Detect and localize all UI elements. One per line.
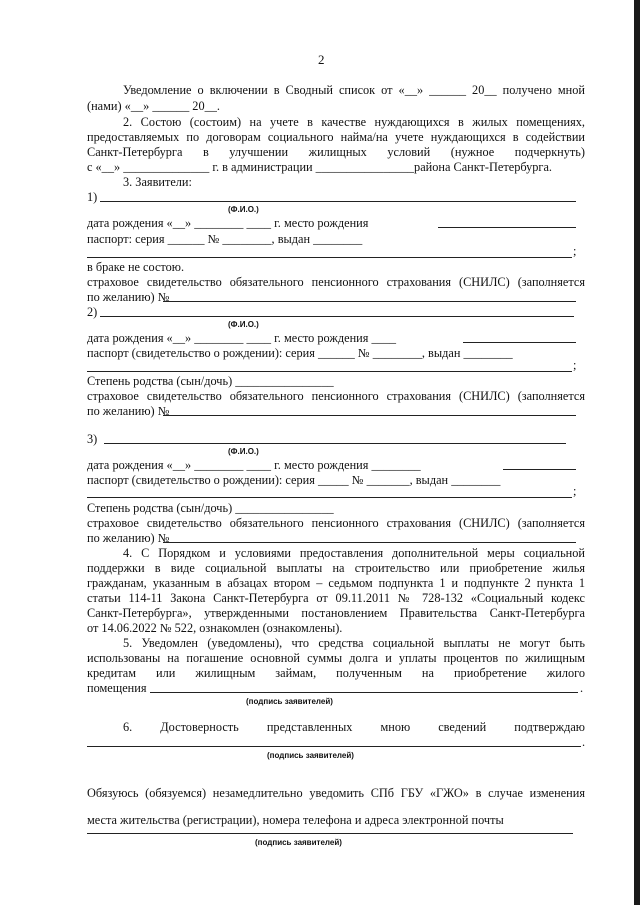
section5-line-2: использованы на погашение основной суммы долга и уплаты процентов по жилищным xyxy=(87,651,585,665)
applicant2-birth: дата рождения «__» ________ ____ г. место рождения ____ xyxy=(87,331,397,345)
obligation-signature-line[interactable] xyxy=(87,833,573,834)
obligation-line-2: места жительства (регистрации), номера телефона и адреса электронной почты xyxy=(87,813,504,827)
applicant2-issued-line[interactable] xyxy=(87,371,572,372)
applicant1-snils-line[interactable] xyxy=(163,301,576,302)
applicant3-passport: паспорт (свидетельство о рождении): серия _____ № _______, выдан ________ xyxy=(87,473,501,487)
section5-signature-caption: (подпись заявителей) xyxy=(246,697,333,706)
section5-line-3: кредитам или жилищным займам, полученным на приобретение жилого xyxy=(87,666,585,680)
section2-line-1: 2. Состою (состоим) на учете в качестве нуждающихся в жилых помещениях, xyxy=(123,115,585,129)
section4-line-3: гражданам, указанным в абзацах втором – седьмом подпункта 1 и подпункте 2 пункта 1 xyxy=(87,576,585,590)
notice-line-1: Уведомление о включении в Сводный список от «__» ______ 20__ получено мной xyxy=(123,83,585,97)
applicant1-passport: паспорт: серия ______ № ________, выдан ________ xyxy=(87,232,363,246)
applicant1-birthplace-line[interactable] xyxy=(438,227,576,228)
page-number: 2 xyxy=(318,52,325,67)
section2-line-4: с «__» ______________ г. в администрации ________________района Санкт-Петербурга. xyxy=(87,160,553,174)
section6-signature-line[interactable] xyxy=(87,746,581,747)
applicant2-passport: паспорт (свидетельство о рождении): серия ______ № ________, выдан ________ xyxy=(87,346,513,360)
applicant2-number: 2) xyxy=(87,305,98,319)
applicant3-fio-caption: (Ф.И.О.) xyxy=(228,447,259,456)
applicant1-issued-line[interactable] xyxy=(87,257,572,258)
applicant2-snils-1: страховое свидетельство обязательного пенсионного страхования (СНИЛС) (заполняется xyxy=(87,389,585,403)
section4-line-2: поддержки в виде социальной выплаты на строительство или приобретение жилья xyxy=(87,561,585,575)
section6-signature-caption: (подпись заявителей) xyxy=(267,751,354,760)
applicant2-fio-caption: (Ф.И.О.) xyxy=(228,320,259,329)
obligation-line-1: Обязуюсь (обязуемся) незамедлительно уведомить СПб ГБУ «ГЖО» в случае изменения xyxy=(87,786,585,800)
section6-line: 6. Достоверность представленных мною сведений подтверждаю xyxy=(123,720,585,734)
applicant2-fio-line[interactable] xyxy=(100,316,574,317)
applicant2-birthplace-line[interactable] xyxy=(463,342,576,343)
applicant3-snils-line[interactable] xyxy=(163,542,576,543)
applicant3-relation: Степень родства (сын/дочь) ________________ xyxy=(87,501,334,515)
section5-signature-line[interactable] xyxy=(150,692,578,693)
applicant2-snils-2: по желанию) № xyxy=(87,404,170,418)
section5-line-4: помещения xyxy=(87,681,147,695)
obligation-signature-caption: (подпись заявителей) xyxy=(255,838,342,847)
section4-line-6: от 14.06.2022 № 522, ознакомлен (ознакомлены). xyxy=(87,621,343,635)
scan-edge xyxy=(634,0,640,905)
section4-line-5: Санкт-Петербурга», утвержденными постановлением Правительства Санкт-Петербурга xyxy=(87,606,585,620)
applicant3-number: 3) xyxy=(87,432,98,446)
applicant1-snils-2: по желанию) № xyxy=(87,290,170,304)
applicant1-birth: дата рождения «__» ________ ____ г. место рождения xyxy=(87,216,369,230)
applicant1-fio-caption: (Ф.И.О.) xyxy=(228,205,259,214)
applicant1-semicolon: ; xyxy=(573,244,577,258)
applicant2-semicolon: ; xyxy=(573,358,577,372)
applicant1-fio-line[interactable] xyxy=(100,201,576,202)
applicant3-birth: дата рождения «__» ________ ____ г. место рождения ________ xyxy=(87,458,421,472)
applicant1-snils-1: страховое свидетельство обязательного пенсионного страхования (СНИЛС) (заполняется xyxy=(87,275,585,289)
applicant3-snils-1: страховое свидетельство обязательного пенсионного страхования (СНИЛС) (заполняется xyxy=(87,516,585,530)
section4-line-4: статьи 114-11 Закона Санкт-Петербурга от 09.11.2011 № 728-132 «Социальный кодекс xyxy=(87,591,585,605)
applicant3-snils-2: по желанию) № xyxy=(87,531,170,545)
applicant2-snils-line[interactable] xyxy=(163,415,576,416)
applicants-title: 3. Заявители: xyxy=(123,175,192,189)
applicant3-semicolon: ; xyxy=(573,484,577,498)
applicant3-issued-line[interactable] xyxy=(87,497,572,498)
section4-line-1: 4. С Порядком и условиями предоставления дополнительной меры социальной xyxy=(123,546,585,560)
applicant3-fio-line[interactable] xyxy=(104,443,566,444)
section2-line-3: Санкт-Петербурга в улучшении жилищных условий (нужное подчеркнуть) xyxy=(87,145,585,159)
applicant2-relation: Степень родства (сын/дочь) ________________ xyxy=(87,374,334,388)
notice-line-2: (нами) «__» ______ 20__. xyxy=(87,99,220,113)
applicant3-birthplace-line[interactable] xyxy=(503,469,576,470)
applicant1-number: 1) xyxy=(87,190,98,204)
applicant1-marital: в браке не состою. xyxy=(87,260,185,274)
section2-line-2: предоставляемых по договорам социального найма/на учете нуждающихся в содействии xyxy=(87,130,585,144)
section5-line-1: 5. Уведомлен (уведомлены), что средства социальной выплаты не могут быть xyxy=(123,636,585,650)
